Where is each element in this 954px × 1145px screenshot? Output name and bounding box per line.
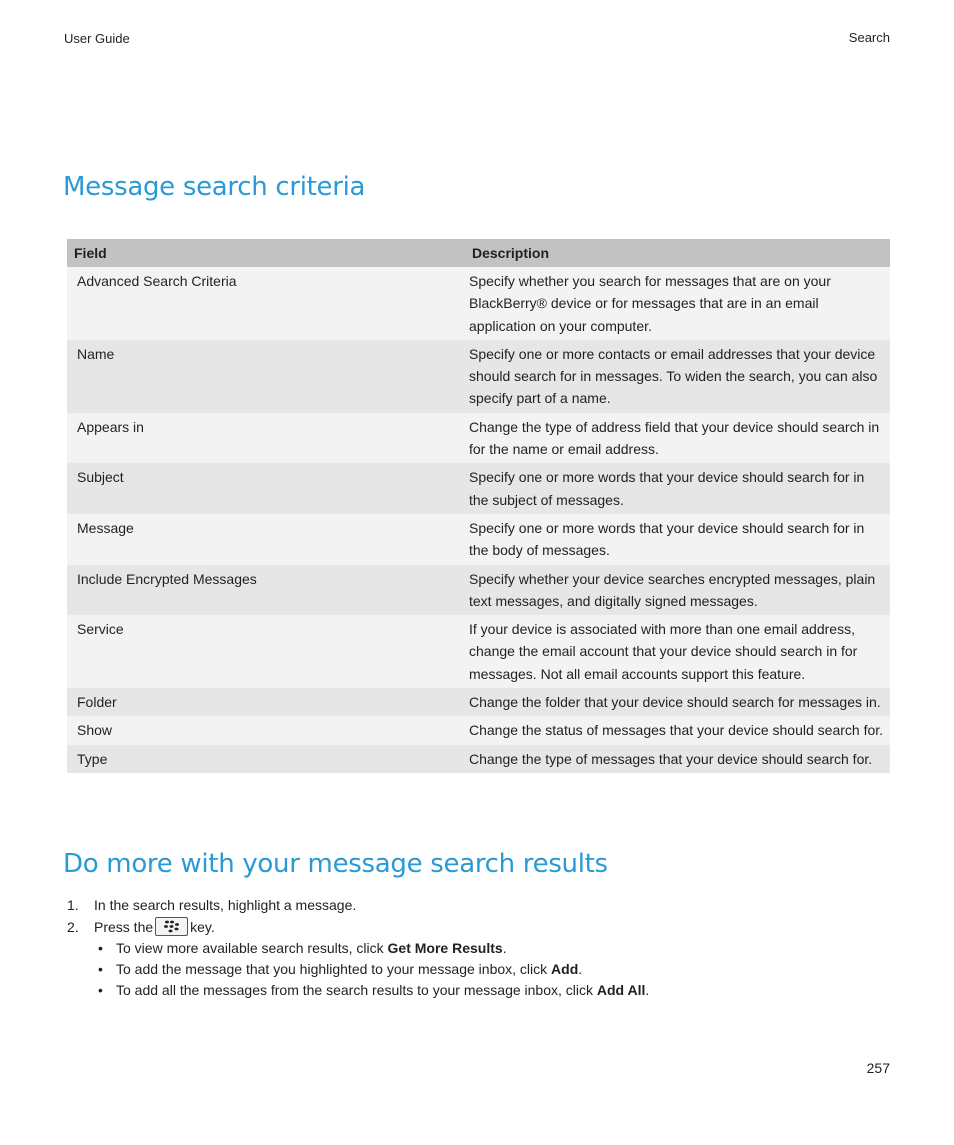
table-row <box>67 514 890 565</box>
field-cell: Type <box>67 745 465 773</box>
table-row <box>67 267 890 340</box>
description-cell: Specify one or more words that your device should search for in the subject of messages. <box>465 463 890 514</box>
step-text-after: key. <box>190 919 215 935</box>
field-cell: Message <box>67 514 465 565</box>
ui-label-get-more-results: Get More Results <box>387 940 503 956</box>
running-header-right: Search <box>848 30 890 45</box>
column-header-field: Field <box>67 239 465 267</box>
ui-label-add-all: Add All <box>596 982 646 998</box>
bullet-marker: • <box>98 961 103 977</box>
section-title-search-criteria: Message search criteria <box>63 172 366 202</box>
table-row <box>67 463 890 514</box>
description-cell: If your device is associated with more than one email address, change the email account that your device should search in for messages. Not all email accounts support this feature. <box>465 615 890 688</box>
field-cell: Name <box>67 340 465 413</box>
blackberry-menu-key-icon <box>155 917 188 936</box>
description-cell: Change the status of messages that your device should search for. <box>465 716 890 744</box>
table-header-row <box>67 239 890 267</box>
description-cell: Change the type of messages that your device should search for. <box>465 745 890 773</box>
table-row <box>67 615 890 688</box>
table-row <box>67 413 890 464</box>
field-cell: Service <box>67 615 465 688</box>
description-cell: Specify one or more words that your device should search for in the body of messages. <box>465 514 890 565</box>
page-number: 257 <box>866 1060 890 1076</box>
search-criteria-table <box>67 239 890 773</box>
description-cell: Specify one or more contacts or email addresses that your device should search for in messages. To widen the search, you can also specify part of a name. <box>465 340 890 413</box>
field-cell: Show <box>67 716 465 744</box>
description-cell: Change the folder that your device should search for messages in. <box>465 688 890 716</box>
section-title-search-results: Do more with your message search results <box>63 849 608 879</box>
bullet-marker: • <box>98 982 103 998</box>
table-row <box>67 716 890 744</box>
field-cell: Folder <box>67 688 465 716</box>
field-cell: Include Encrypted Messages <box>67 565 465 616</box>
bullet-text: To add the message that you highlighted to your message inbox, click Add. <box>116 961 583 977</box>
running-header-left: User Guide <box>64 31 130 46</box>
step-text-before: Press the <box>94 919 154 935</box>
description-cell: Change the type of address field that your device should search in for the name or email address. <box>465 413 890 464</box>
field-cell: Appears in <box>67 413 465 464</box>
table-row <box>67 688 890 716</box>
table-row <box>67 340 890 413</box>
ui-label-add: Add <box>551 961 579 977</box>
description-cell: Specify whether your device searches encrypted messages, plain text messages, and digitally signed messages. <box>465 565 890 616</box>
step-text <box>94 916 215 938</box>
bullet-text: To view more available search results, click Get More Results. <box>116 940 507 956</box>
column-header-description: Description <box>465 239 890 267</box>
bullet-text: To add all the messages from the search results to your message inbox, click Add All. <box>116 982 650 998</box>
step-text: In the search results, highlight a message. <box>94 897 357 913</box>
field-cell: Subject <box>67 463 465 514</box>
table-row <box>67 565 890 616</box>
description-cell: Specify whether you search for messages that are on your BlackBerry® device or for messages that are in an email application on your computer. <box>465 267 890 340</box>
step-number: 2. <box>67 919 79 935</box>
step-number: 1. <box>67 897 79 913</box>
table-row <box>67 745 890 773</box>
field-cell: Advanced Search Criteria <box>67 267 465 340</box>
bullet-marker: • <box>98 940 103 956</box>
